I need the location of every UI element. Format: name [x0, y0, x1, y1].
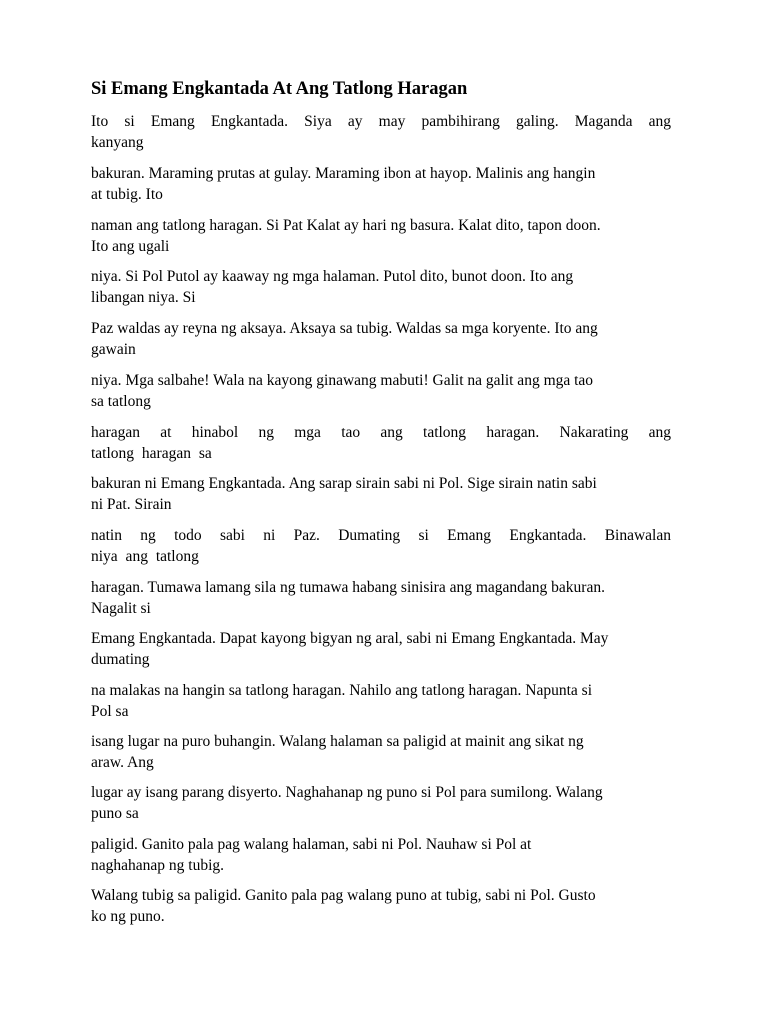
paragraph-line: niya. Si Pol Putol ay kaaway ng mga halaman. Putol dito, bunot doon. Ito ang: [91, 268, 574, 285]
paragraph: [91, 215, 681, 257]
paragraph-line: na malakas na hangin sa tatlong haragan. Nahilo ang tatlong haragan. Napunta si: [91, 682, 593, 699]
paragraph-line: libangan niya. Si: [91, 289, 196, 306]
paragraph-line: haragan. Tumawa lamang sila ng tumawa habang sinisira ang magandang bakuran.: [91, 579, 605, 596]
paragraph-line: naghahanap ng tubig.: [91, 857, 225, 874]
paragraph: [91, 680, 681, 722]
paragraph-line: gawain: [91, 341, 136, 358]
paragraph-line: isang lugar na puro buhangin. Walang halaman sa paligid at mainit ang sikat ng: [91, 733, 584, 750]
paragraph-line: paligid. Ganito pala pag walang halaman, sabi ni Pol. Nauhaw si Pol at: [91, 836, 532, 853]
paragraph-line: bakuran ni Emang Engkantada. Ang sarap sirain sabi ni Pol. Sige sirain natin sabi: [91, 475, 597, 492]
paragraph: [91, 473, 681, 515]
paragraph-line: Ito si Emang Engkantada. Siya ay may pambihirang galing. Maganda ang: [91, 113, 671, 130]
paragraph-line: haragan at hinabol ng mga tao ang tatlong haragan. Nakarating ang: [91, 424, 671, 441]
paragraph: [91, 370, 681, 412]
paragraph-line: naman ang tatlong haragan. Si Pat Kalat ay hari ng basura. Kalat dito, tapon doon.: [91, 217, 601, 234]
paragraph: [91, 422, 681, 464]
paragraph: [91, 577, 681, 619]
paragraph-line: Emang Engkantada. Dapat kayong bigyan ng aral, sabi ni Emang Engkantada. May: [91, 630, 609, 647]
paragraph-line: Nagalit si: [91, 600, 151, 617]
paragraph: [91, 318, 681, 360]
paragraph-line: ko ng puno.: [91, 908, 165, 925]
paragraph-line: at tubig. Ito: [91, 186, 163, 203]
paragraph: [91, 111, 681, 153]
paragraph-line: niya ang tatlong: [91, 548, 199, 565]
paragraph: [91, 525, 681, 567]
paragraph-line: Paz waldas ay reyna ng aksaya. Aksaya sa tubig. Waldas sa mga koryente. Ito ang: [91, 320, 598, 337]
paragraph-line: kanyang: [91, 134, 144, 151]
document-title: Si Emang Engkantada At Ang Tatlong Haragan: [91, 79, 468, 99]
paragraph: [91, 885, 681, 927]
paragraph: [91, 163, 681, 205]
paragraph: [91, 731, 681, 773]
paragraph-line: Pol sa: [91, 703, 129, 720]
paragraph-line: natin ng todo sabi ni Paz. Dumating si Emang Engkantada. Binawalan: [91, 527, 671, 544]
paragraph-line: dumating: [91, 651, 150, 668]
paragraph: [91, 266, 681, 308]
paragraph-line: tatlong haragan sa: [91, 445, 212, 462]
paragraph-line: Walang tubig sa paligid. Ganito pala pag walang puno at tubig, sabi ni Pol. Gusto: [91, 887, 596, 904]
paragraph-line: araw. Ang: [91, 754, 154, 771]
paragraph-line: ni Pat. Sirain: [91, 496, 172, 513]
paragraph-line: Ito ang ugali: [91, 238, 170, 255]
paragraph: [91, 782, 681, 824]
paragraph-line: bakuran. Maraming prutas at gulay. Maraming ibon at hayop. Malinis ang hangin: [91, 165, 596, 182]
paragraph: [91, 628, 681, 670]
paragraph-line: sa tatlong: [91, 393, 151, 410]
paragraph-line: niya. Mga salbahe! Wala na kayong ginawang mabuti! Galit na galit ang mga tao: [91, 372, 594, 389]
paragraph-line: lugar ay isang parang disyerto. Naghahanap ng puno si Pol para sumilong. Walang: [91, 784, 603, 801]
paragraph: [91, 834, 681, 876]
paragraph-line: puno sa: [91, 805, 139, 822]
